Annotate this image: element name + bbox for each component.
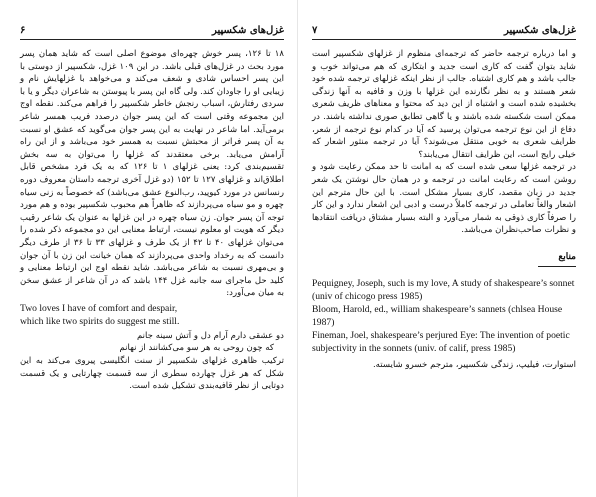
reference-item: Pequigney, Joseph, such is my love, A study of shakespeare’s sonnet (univ of chicogo press 1985) [312, 277, 575, 302]
running-title: غزل‌های شکسپیر [211, 25, 284, 36]
verse-line: which like two spirits do suggest me still. [20, 315, 180, 327]
verse-quote-persian [20, 330, 284, 355]
verse-line: Two loves I have of comfort and despair, [20, 302, 178, 314]
left-page-body [20, 48, 284, 393]
page-number: ۷ [312, 25, 318, 36]
running-title: غزل‌های شکسپیر [503, 25, 576, 36]
body-paragraph: ۱۸ تا ۱۲۶، پسر خوش چهره‌ای موضوع اصلی است که شاید همان پسر مورد بحث در غزل‌های قبلی باشد. در این ۱۰۹ غزل، شکسپیر از دوستی با این پسر احساس شادی و شعف می‌کند و می‌خواهد با غزلهایش نام و زیبایی او را جاودان کند. ولی گاه این پسر با پیوستن به شاعران دیگر و یا با سردی رفتارش، اسباب رنجش خاطر شکسپیر را فراهم می‌کند. نقطه اوج این مجموعه وقتی است که این پسر جوان درصدد فریب همسر شاعر برمی‌آید. اما شاعر در نهایت به این پسر جوان می‌گوید که عشق او نسبت به آن پسر فراتر از محبتش نسبت به همسر خود می‌باشد و از این راه آرامش می‌یابد. برخی معتقدند که غزلها را می‌توان به سه بخش تقسیم‌بندی کرد: یعنی غزلهای ۱ تا ۱۲۶ که به یک فرد مشخص قابل اطلاق‌اند و غزلهای ۱۲۷ تا ۱۵۲ (دو غزل آخری ترجمه داستان معروف دوره رنسانس در مورد کیوپید، رب‌النوع عشق می‌باشد) که خصوصاً به زنی سیاه چهره و مو سیاه می‌پردازند که ظاهراً هم محبوب شکسپیر بوده و هم مورد توجه آن پسر جوان. زن سیاه چهره در این غزلها به عنوان یک شاعر رقیب دیگر که هویت او معلوم نیست، ارتباط معنایی این دو مجموعه ذکر شده را می‌توان غزلهای ۴۰ تا ۴۲ از یک طرف و غزلهای ۳۳ تا ۳۶ از طرف دیگر دانست که به رخداد واحدی می‌پردازند که همان خیانت این زن با آن جوان و بی‌مهری نسبت به شاعر می‌باشد. شاید نقطه اوج این ارتباط معنایی و کلید حل ماجرای سه جانبه غزل ۱۴۴ باشد که در آن شاعر از عشق سخن به میان می‌آورد: [20, 49, 285, 299]
references-list [312, 277, 576, 372]
body-paragraph: در ترجمه غزلها سعی شده است که به امانت تا حد ممکن رعایت شود و روشن است که رعایت امانت در ترجمه و در همان حال نوشتن یک شعر جدید در زبان مقصد، کاری بسیار مشکل است. با این حال مترجم این اشعار والغاً تعاملی در ترجمه کاملاً درست و ادبی این اشعار ندارد و این کار را صرفاً کاری ذوقی به شمار می‌آورد و البته بسیار مشتاق دریافت انتقادها و نظرات صاحب‌نظران می‌باشد. [312, 162, 576, 236]
reference-item: Bloom, Harold, ed., william shakespeare’s sannets (chlsea House 1987) [312, 303, 563, 328]
reference-item: استوارت، فیلیپ، زندگی شکسپیر، مترجم خسرو شایسته. [372, 359, 576, 370]
left-page-header [20, 20, 284, 40]
right-page-header [312, 20, 576, 40]
reference-item: Fineman, Joel, shakespeare’s perjured Eye: The invention of poetic subjectivity in the sonnets (univ. of calif, press 1985) [312, 329, 570, 354]
right-page-body [312, 48, 576, 371]
verse-line: دو عشقی دارم آرام دل و آتش سینه جانم [136, 330, 284, 341]
body-paragraph: ترکیب ظاهری غزلهای شکسپیر از سنت انگلیسی پیروی می‌کند به این شکل که هر غزل چهارده سطری از سه قسمت چهارتایی و یک قسمت دوتایی از نظر قافیه‌بندی تشکیل شده است. [20, 356, 284, 392]
page-number: ۶ [20, 25, 26, 36]
verse-line: که چون روحی به هر سو می‌کشانند از نهانم [119, 343, 274, 354]
right-page [298, 0, 596, 497]
body-paragraph: و اما درباره ترجمه حاضر که ترجمه‌ای منظوم از غزلهای شکسپیر است شاید بتوان گفت که کاری است جدید و ابتکاری که هم می‌تواند خوب و جالب باشد و هم کاری اشتباه. جالب از نظر اینکه غزلهای ترجمه شده خود شعر هستند و به نظر نگارنده این غزلها با وزن و قافیه به آنها زندگی بخشیده شده است و اشتباه از این دید که محتوا و معناهای ظریف شعری ممکن است شکسته شده باشند و یا گاهی تطابق صوری نداشته باشند. در دفاع از این نوع ترجمه می‌توان پرسید که آیا در کدام نوع ترجمه از شعر، ظرایف شعری به خوبی منتقل می‌شوند؟ آیا در ترجمه منثور اشعار که خیلی رایج است، این ظرایف انتقال می‌یابند؟ [312, 49, 576, 160]
verse-quote-english [20, 302, 284, 328]
references-heading: منابع [538, 251, 576, 267]
